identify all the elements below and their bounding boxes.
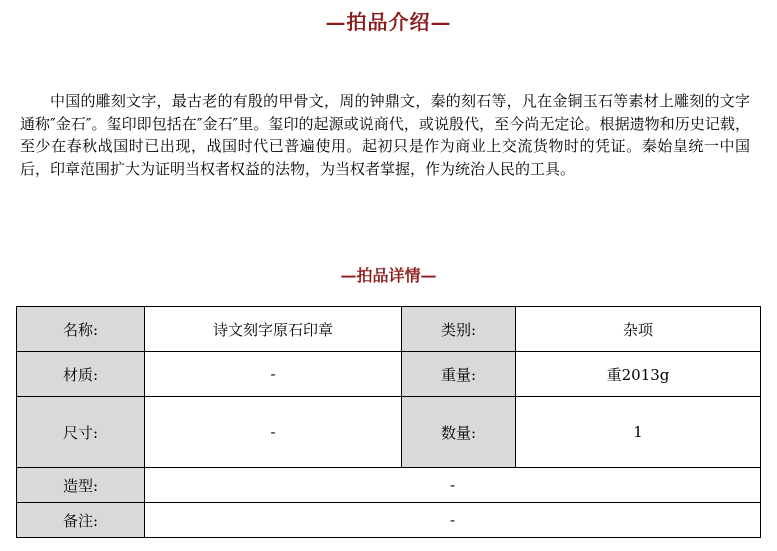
material-value: - <box>145 352 402 397</box>
table-row <box>17 397 761 468</box>
table-row <box>17 352 761 397</box>
name-label: 名称: <box>17 307 145 352</box>
details-table <box>16 306 761 538</box>
table-row <box>17 503 761 538</box>
category-label: 类别: <box>402 307 516 352</box>
name-value: 诗文刻字原石印章 <box>145 307 402 352</box>
table-row <box>17 307 761 352</box>
table-row <box>17 468 761 503</box>
section-title-intro: —拍品介绍— <box>325 10 452 34</box>
category-value: 杂项 <box>516 307 761 352</box>
material-label: 材质: <box>17 352 145 397</box>
size-value: - <box>145 397 402 468</box>
weight-value: 重2013g <box>516 352 761 397</box>
intro-paragraph: 中国的雕刻文字，最古老的有殷的甲骨文，周的钟鼎文，秦的刻石等，凡在金铜玉石等素材上雕刻的文字通称″金石″。玺印即包括在″金石″里。玺印的起源或说商代，或说殷代，至今尚无定论。根据遗物和历史记载，至少在春秋战国时已出现，战国时代已普遍使用。起初只是作为商业上交流货物时的凭证。秦始皇统一中国后，印章范围扩大为证明当权者权益的法物，为当权者掌握，作为统治人民的工具。 <box>20 92 750 178</box>
section-title-details: —拍品详情— <box>340 266 437 285</box>
shape-value: - <box>145 468 761 503</box>
note-label: 备注: <box>17 503 145 538</box>
size-label: 尺寸: <box>17 397 145 468</box>
quantity-label: 数量: <box>402 397 516 468</box>
quantity-value: 1 <box>516 397 761 468</box>
note-value: - <box>145 503 761 538</box>
shape-label: 造型: <box>17 468 145 503</box>
weight-label: 重量: <box>402 352 516 397</box>
